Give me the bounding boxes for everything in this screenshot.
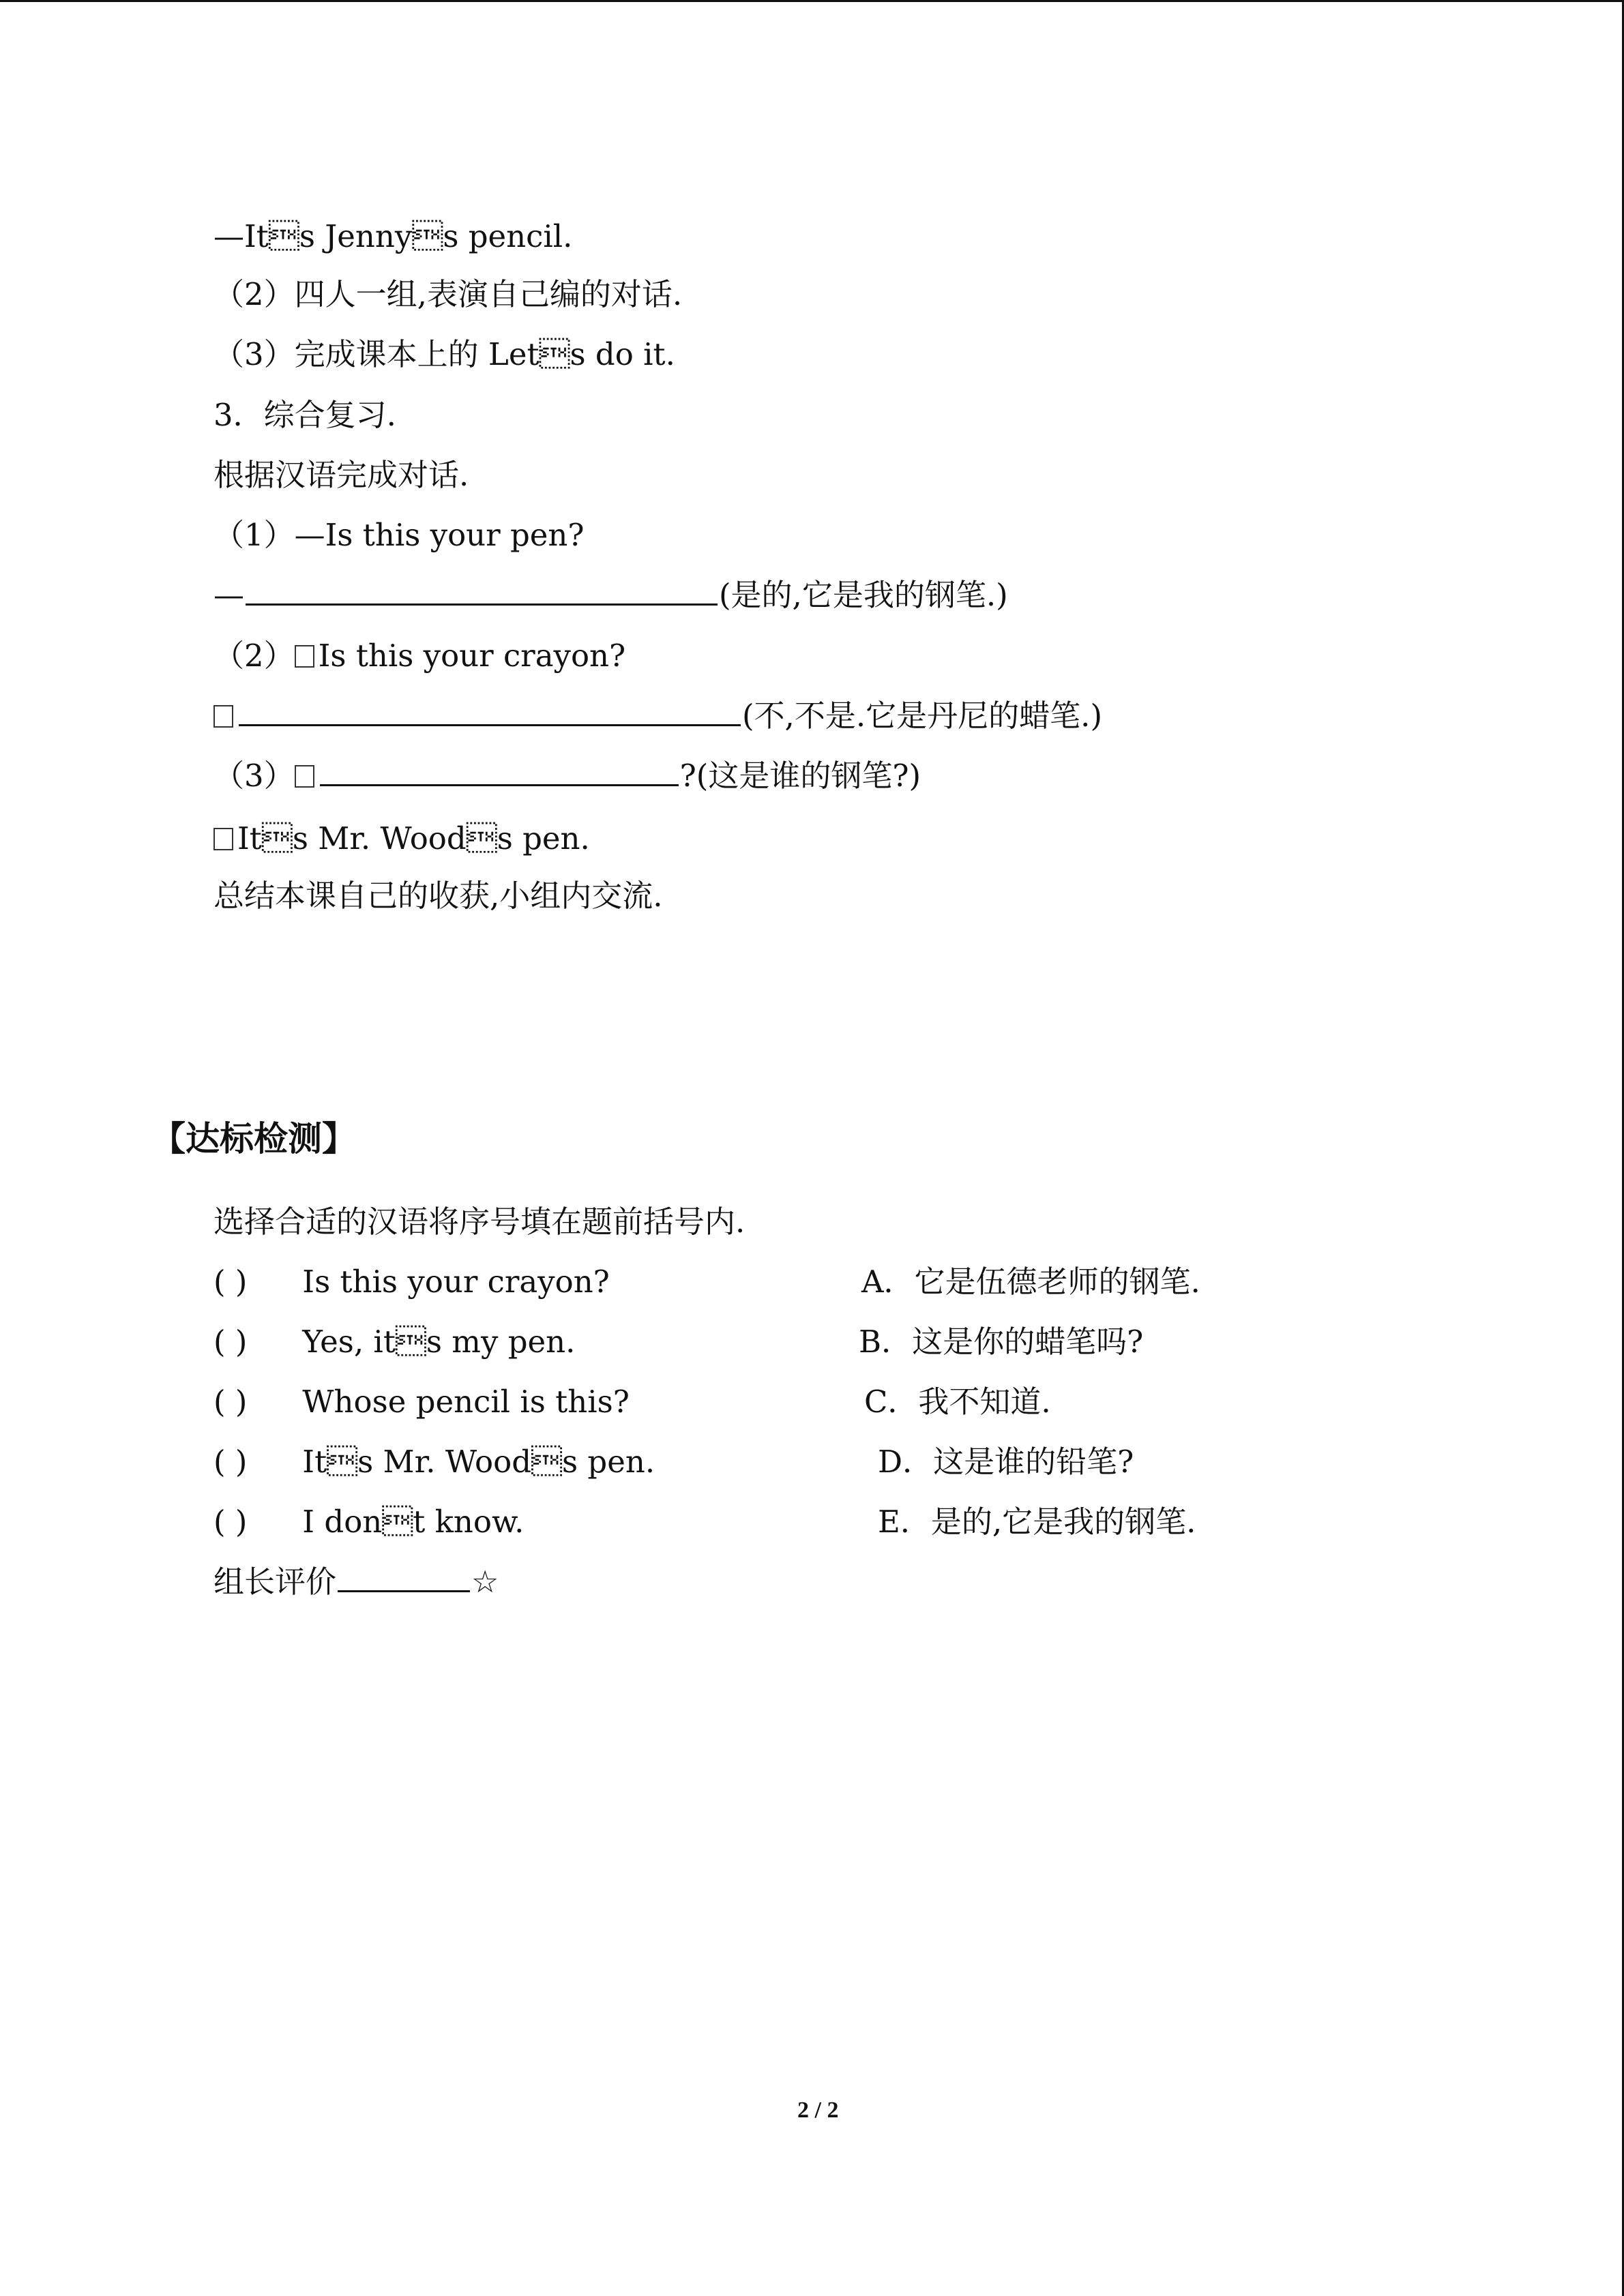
dialogue-2-answer-blank[interactable] [239,724,741,726]
dialogue-1-answer [213,576,1008,615]
answer-paren[interactable]: ( ) [213,1324,248,1360]
practice-line-2: （2）四人一组,表演自己编的对话. [213,276,683,312]
dialogue-3-hint: ?(这是谁的钢笔?) [679,758,921,794]
leader-rating [213,1562,499,1602]
dialogue-2-question [213,636,625,676]
rating-label: 组长评价 [213,1564,337,1600]
match-item-3 [213,1382,630,1422]
answer-paren[interactable]: ( ) [213,1444,248,1480]
match-item-4 [213,1442,655,1482]
dialogue-3-answer-box-icon [213,828,233,850]
dialogue-1-question: （1）—Is this your pen? [213,517,585,553]
dialogue-3-answer [213,819,590,859]
dialogue-3-number: （3） [213,758,295,794]
answer-paren[interactable]: ( ) [213,1384,248,1420]
dialogue-1-hint: (是的,它是我的钢笔.) [719,577,1008,613]
dialogue-2-box-icon [295,645,314,668]
match-english: Yes, its my pen. [293,1324,576,1360]
match-option-c: C．我不知道. [864,1384,1051,1420]
review-heading: 3．综合复习. [213,397,396,433]
rating-blank[interactable] [338,1590,470,1592]
match-item-5 [213,1502,524,1542]
match-item-2 [213,1322,575,1362]
page-number: 2 / 2 [797,2098,839,2123]
dialogue-3-question [213,756,921,796]
match-english: I dont know. [293,1504,525,1540]
dialogue-1-dash: — [213,577,244,613]
match-option-b: B．这是你的蜡笔吗? [859,1324,1144,1360]
dialogue-2-hint: (不,不是.它是丹尼的蜡笔.) [742,698,1103,734]
match-english: Its Mr. Woods pen. [293,1444,655,1480]
practice-line-3: （3）完成课本上的 Lets do it. [213,336,675,372]
answer-paren[interactable]: ( ) [213,1264,248,1300]
assessment-instruction: 选择合适的汉语将序号填在题前括号内. [213,1204,745,1240]
dialogue-3-question-blank[interactable] [320,784,679,786]
match-english: Is this your crayon? [293,1264,610,1300]
top-border-line [0,0,1624,2]
dialogue-3-box-icon [295,765,314,788]
dialogue-2-number: （2） [213,638,295,674]
dialogue-3-answer-text: Its Mr. Woods pen. [237,820,590,856]
dialogue-2-answer-box-icon [213,705,233,728]
dialogue-2-answer [213,696,1102,736]
match-item-1 [213,1262,610,1302]
dialogue-2-question-text: Is this your crayon? [318,638,626,674]
review-instruction: 根据汉语完成对话. [213,457,469,493]
answer-paren[interactable]: ( ) [213,1504,248,1540]
star-icon: ☆ [471,1564,499,1600]
practice-line-1: —Its Jennys pencil. [213,218,573,254]
dialogue-1-answer-blank[interactable] [246,603,718,606]
match-option-a: A．它是伍德老师的钢笔. [861,1264,1200,1300]
match-option-d: D．这是谁的铅笔? [878,1444,1134,1480]
summary-line: 总结本课自己的收获,小组内交流. [213,878,663,914]
match-option-e: E．是的,它是我的钢笔. [878,1504,1196,1540]
assessment-heading: 【达标检测】 [151,1119,356,1159]
match-english: Whose pencil is this? [293,1384,630,1420]
